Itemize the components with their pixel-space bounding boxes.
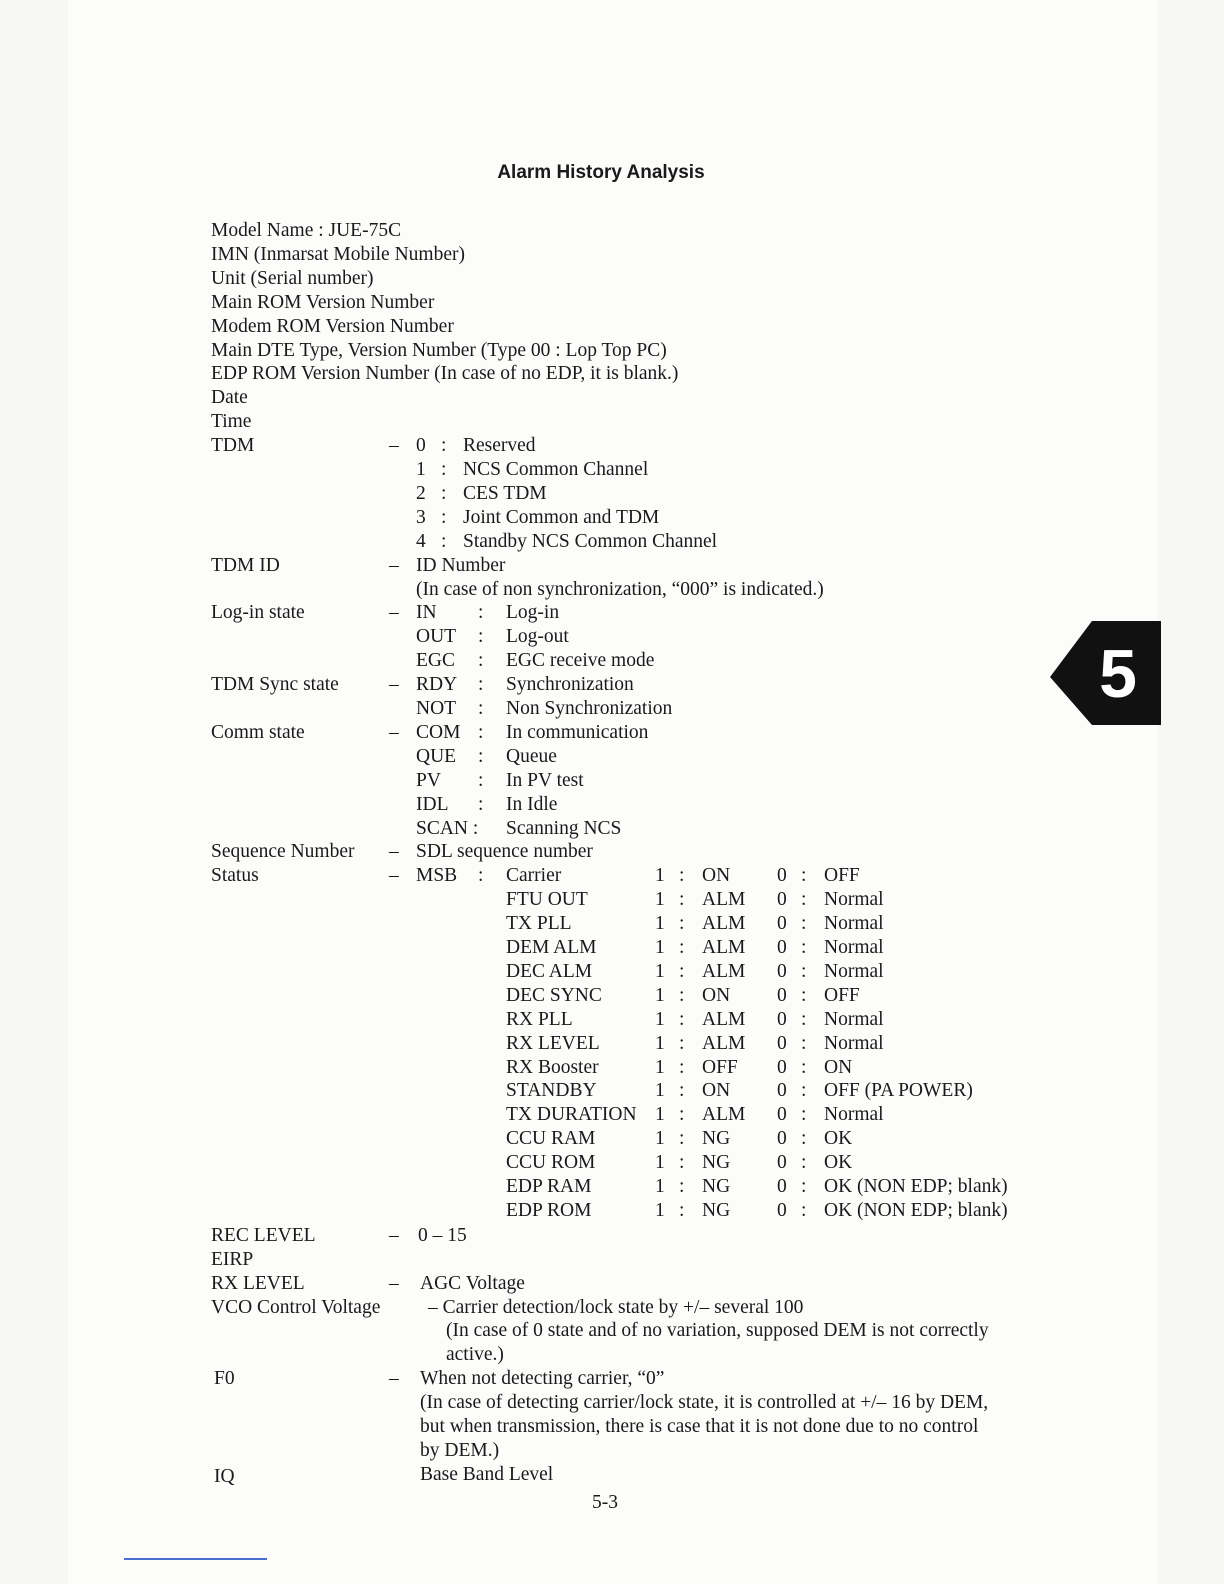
status-bit-one: 1 — [655, 960, 665, 982]
colon: : — [801, 937, 807, 958]
status-one-value: ALM — [702, 937, 746, 958]
login-label: Log-in state — [211, 602, 305, 624]
colon: : — [801, 1128, 807, 1150]
colon: : — [478, 769, 484, 791]
tdm-desc: NCS Common Channel — [463, 459, 649, 480]
status-one-value: ON — [702, 865, 731, 887]
status-bit-name: DEC SYNC — [506, 984, 602, 1006]
status-bit-name: TX PLL — [506, 913, 572, 935]
login-code: IN — [416, 602, 437, 624]
status-bit-name: FTU OUT — [506, 889, 588, 911]
dash: – — [389, 602, 399, 624]
status-one-value: ALM — [702, 960, 746, 982]
colon: : — [679, 1008, 685, 1030]
header-line: Unit (Serial number) — [211, 267, 374, 289]
colon: : — [801, 1056, 807, 1078]
status-zero-value: OFF — [824, 984, 860, 1006]
colon: : — [801, 913, 807, 935]
status-bit-zero: 0 — [777, 865, 787, 887]
comm-code: IDL — [416, 793, 449, 815]
status-bit-one: 1 — [655, 1176, 665, 1197]
header-line: Date — [211, 387, 248, 409]
status-bit-name: CCU RAM — [506, 1128, 596, 1150]
comm-label: Comm state — [211, 721, 305, 743]
status-zero-value: ON — [824, 1056, 853, 1078]
tdm-code: 0 — [416, 435, 426, 457]
page-number: 5-3 — [592, 1492, 618, 1513]
colon: : — [478, 626, 484, 648]
status-one-value: NG — [702, 1176, 731, 1197]
dash: – — [389, 1272, 399, 1294]
msb-label: MSB — [416, 865, 458, 887]
status-bit-one: 1 — [655, 1152, 665, 1174]
status-bit-zero: 0 — [777, 960, 787, 982]
comm-code: QUE — [416, 745, 457, 767]
status-bit-zero: 0 — [777, 1152, 787, 1174]
status-bit-name: DEM ALM — [506, 937, 597, 958]
status-bit-one: 1 — [655, 1056, 665, 1078]
status-bit-one: 1 — [655, 913, 665, 935]
status-bit-zero: 0 — [777, 937, 787, 958]
header-line: Model Name : JUE-75C — [211, 220, 402, 241]
status-zero-value: OK (NON EDP; blank) — [824, 1199, 1008, 1221]
tdm-code: 1 — [416, 459, 426, 480]
sync-desc: Non Synchronization — [506, 698, 673, 719]
status-bit-zero: 0 — [777, 1056, 787, 1078]
vco-note: active.) — [446, 1344, 504, 1366]
colon: : — [478, 745, 484, 767]
header-line: Main DTE Type, Version Number (Type 00 : Lop Top PC) — [211, 339, 667, 361]
colon: : — [801, 1008, 807, 1030]
status-one-value: ON — [702, 984, 731, 1006]
status-bit-name: Carrier — [506, 865, 562, 887]
colon: : — [679, 1080, 685, 1102]
sync-code: NOT — [416, 698, 457, 719]
iq-label: IQ — [214, 1465, 235, 1487]
colon: : — [679, 1199, 685, 1221]
status-bit-zero: 0 — [777, 889, 787, 911]
comm-code: COM — [416, 721, 461, 743]
status-bit-one: 1 — [655, 1032, 665, 1054]
vco-note: (In case of 0 state and of no variation, supposed DEM is not correctly — [446, 1320, 989, 1342]
colon: : — [801, 1176, 807, 1197]
status-bit-name: RX PLL — [506, 1008, 573, 1030]
colon: : — [801, 865, 807, 887]
dash: – — [389, 721, 399, 743]
page-title: Alarm History Analysis — [497, 162, 705, 183]
status-bit-one: 1 — [655, 984, 665, 1006]
comm-code: PV — [416, 769, 441, 791]
colon: : — [679, 1104, 685, 1126]
rec-level-label: REC LEVEL — [211, 1224, 316, 1246]
colon: : — [679, 913, 685, 935]
section-tab-number: 5 — [1099, 636, 1137, 712]
colon: : — [478, 674, 484, 696]
status-one-value: ALM — [702, 1104, 746, 1126]
dash: – — [389, 1368, 399, 1390]
comm-desc: In PV test — [506, 769, 584, 791]
status-one-value: ALM — [702, 1008, 746, 1030]
comm-desc: Queue — [506, 745, 557, 767]
status-label: Status — [211, 865, 259, 887]
login-code: OUT — [416, 626, 457, 648]
status-zero-value: OFF (PA POWER) — [824, 1080, 973, 1102]
colon: : — [679, 1056, 685, 1078]
sync-code: RDY — [416, 674, 458, 696]
colon: : — [441, 506, 447, 528]
status-bit-name: RX Booster — [506, 1056, 599, 1078]
status-bit-zero: 0 — [777, 1008, 787, 1030]
colon: : — [679, 1128, 685, 1150]
colon: : — [801, 1199, 807, 1221]
comm-code: SCAN : — [416, 817, 479, 839]
colon: : — [679, 1152, 685, 1174]
colon: : — [679, 1032, 685, 1054]
tdm-code: 2 — [416, 482, 426, 504]
comm-desc: In communication — [506, 721, 649, 743]
status-bit-name: RX LEVEL — [506, 1032, 600, 1054]
status-bit-name: DEC ALM — [506, 960, 593, 982]
colon: : — [478, 698, 484, 719]
colon: : — [801, 1080, 807, 1102]
header-line: Modem ROM Version Number — [211, 315, 454, 337]
sequence-value: SDL sequence number — [416, 841, 593, 863]
status-bit-name: TX DURATION — [506, 1104, 637, 1126]
tdm-id-note: (In case of non synchronization, “000” is indicated.) — [416, 578, 824, 600]
status-bit-zero: 0 — [777, 1176, 787, 1197]
status-bit-zero: 0 — [777, 913, 787, 935]
eirp-label: EIRP — [211, 1248, 254, 1270]
header-line: EDP ROM Version Number (In case of no EDP, it is blank.) — [211, 363, 679, 385]
colon: : — [478, 602, 484, 624]
status-one-value: OFF — [702, 1056, 738, 1078]
rx-level-value: AGC Voltage — [420, 1272, 525, 1294]
colon: : — [679, 960, 685, 982]
colon: : — [801, 889, 807, 911]
header-line: IMN (Inmarsat Mobile Number) — [211, 243, 465, 265]
colon: : — [801, 1104, 807, 1126]
status-bit-one: 1 — [655, 889, 665, 911]
dash: – — [389, 841, 399, 863]
colon: : — [441, 530, 447, 552]
status-one-value: NG — [702, 1199, 731, 1221]
status-bit-zero: 0 — [777, 1199, 787, 1221]
status-bit-zero: 0 — [777, 984, 787, 1006]
colon: : — [478, 650, 484, 672]
colon: : — [679, 984, 685, 1006]
iq-value: Base Band Level — [420, 1463, 554, 1485]
scan-mark — [124, 1558, 267, 1560]
status-bit-one: 1 — [655, 1008, 665, 1030]
status-one-value: ALM — [702, 1032, 746, 1054]
status-bit-one: 1 — [655, 937, 665, 958]
status-zero-value: OK — [824, 1128, 853, 1150]
status-bit-one: 1 — [655, 1080, 665, 1102]
rec-level-value: 0 – 15 — [418, 1224, 467, 1246]
login-code: EGC — [416, 650, 455, 672]
login-desc: Log-out — [506, 626, 569, 648]
colon: : — [801, 1032, 807, 1054]
tdm-id-line: ID Number — [416, 554, 506, 576]
colon: : — [478, 793, 484, 815]
status-zero-value: Normal — [824, 1032, 884, 1054]
colon: : — [679, 889, 685, 911]
comm-desc: Scanning NCS — [506, 817, 622, 839]
status-one-value: ALM — [702, 889, 746, 911]
rx-level-label: RX LEVEL — [211, 1272, 305, 1294]
colon: : — [478, 721, 484, 743]
f0-line: When not detecting carrier, “0” — [420, 1368, 665, 1390]
tdm-code: 4 — [416, 530, 426, 552]
tdm-label: TDM — [211, 435, 255, 457]
colon: : — [679, 1176, 685, 1197]
status-bit-name: EDP ROM — [506, 1199, 592, 1221]
header-line: Time — [211, 411, 252, 433]
status-one-value: ALM — [702, 913, 746, 935]
status-bit-one: 1 — [655, 1104, 665, 1126]
section-tab-5-icon — [1050, 621, 1161, 725]
colon: : — [441, 482, 447, 504]
status-one-value: ON — [702, 1080, 731, 1102]
status-zero-value: OFF — [824, 865, 860, 887]
status-zero-value: Normal — [824, 937, 884, 958]
status-bit-one: 1 — [655, 1199, 665, 1221]
f0-note: by DEM.) — [420, 1439, 500, 1461]
colon: : — [679, 865, 685, 887]
sync-label: TDM Sync state — [211, 674, 339, 696]
status-bit-name: STANDBY — [506, 1080, 597, 1102]
status-zero-value: OK — [824, 1152, 853, 1174]
tdm-desc: CES TDM — [463, 482, 547, 504]
colon: : — [679, 937, 685, 958]
dash: – — [389, 865, 399, 887]
login-desc: EGC receive mode — [506, 650, 655, 672]
sync-desc: Synchronization — [506, 674, 634, 696]
status-bit-zero: 0 — [777, 1080, 787, 1102]
f0-note: but when transmission, there is case that it is not done due to no control — [420, 1416, 979, 1437]
f0-note: (In case of detecting carrier/lock state, it is controlled at +/– 16 by DEM, — [420, 1392, 989, 1414]
status-bit-one: 1 — [655, 865, 665, 887]
status-bit-zero: 0 — [777, 1128, 787, 1150]
vco-line: – Carrier detection/lock state by +/– several 100 — [428, 1296, 804, 1318]
status-zero-value: Normal — [824, 913, 884, 935]
status-one-value: NG — [702, 1128, 731, 1150]
dash: – — [389, 435, 399, 457]
status-zero-value: Normal — [824, 889, 884, 911]
comm-desc: In Idle — [506, 793, 558, 815]
sequence-label: Sequence Number — [211, 841, 355, 863]
tdm-desc: Standby NCS Common Channel — [463, 530, 718, 552]
tdm-desc: Joint Common and TDM — [463, 506, 660, 528]
status-bit-zero: 0 — [777, 1104, 787, 1126]
f0-label: F0 — [214, 1368, 235, 1390]
colon: : — [801, 960, 807, 982]
colon: : — [801, 984, 807, 1006]
colon: : — [441, 459, 447, 480]
tdm-code: 3 — [416, 506, 426, 528]
colon: : — [478, 865, 484, 887]
status-bit-name: CCU ROM — [506, 1152, 596, 1174]
colon: : — [801, 1152, 807, 1174]
dash: – — [389, 554, 399, 576]
dash: – — [389, 1224, 399, 1246]
status-zero-value: OK (NON EDP; blank) — [824, 1176, 1008, 1197]
colon: : — [441, 435, 447, 457]
status-bit-name: EDP RAM — [506, 1176, 592, 1197]
header-line: Main ROM Version Number — [211, 291, 435, 313]
status-zero-value: Normal — [824, 1104, 884, 1126]
login-desc: Log-in — [506, 602, 560, 624]
vco-label: VCO Control Voltage — [211, 1296, 381, 1318]
status-zero-value: Normal — [824, 1008, 884, 1030]
status-bit-one: 1 — [655, 1128, 665, 1150]
tdm-desc: Reserved — [463, 435, 536, 457]
dash: – — [389, 674, 399, 696]
tdm-id-label: TDM ID — [211, 554, 280, 576]
status-one-value: NG — [702, 1152, 731, 1174]
status-bit-zero: 0 — [777, 1032, 787, 1054]
status-zero-value: Normal — [824, 960, 884, 982]
